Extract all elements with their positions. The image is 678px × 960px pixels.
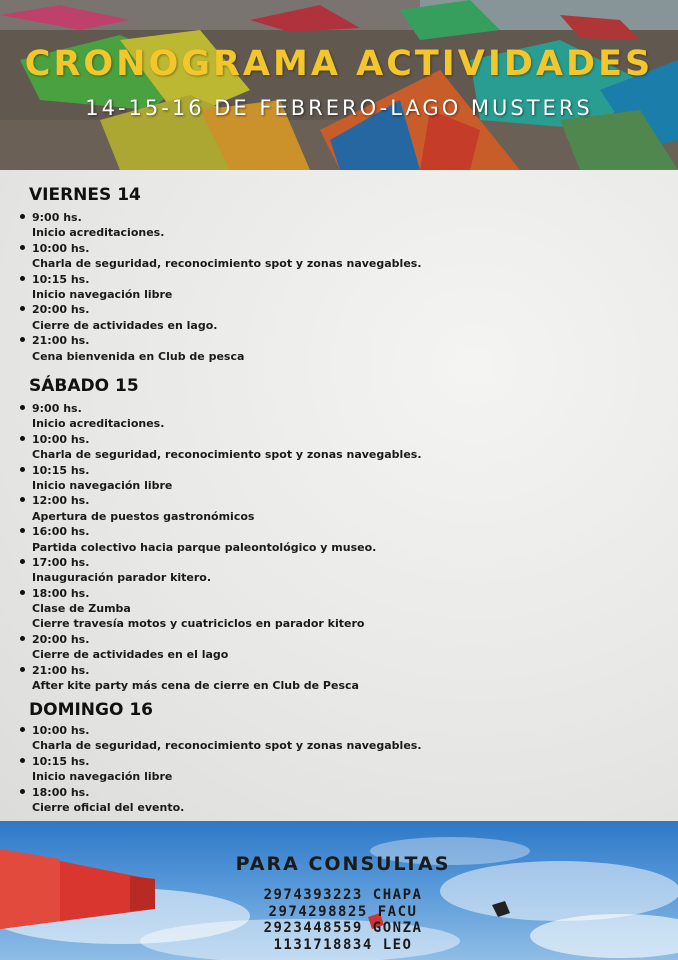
event-desc: Inauguración parador kitero. [32, 571, 212, 585]
bullet-icon [20, 727, 25, 732]
event-desc: Inicio acreditaciones. [32, 226, 165, 240]
event-desc: Inicio acreditaciones. [32, 417, 165, 431]
event-desc: Clase de Zumba [32, 602, 131, 616]
header-banner [0, 0, 678, 170]
event-desc: Inicio navegación libre [32, 287, 173, 301]
page-subtitle: 14-15-16 DE FEBRERO-LAGO MUSTERS [85, 96, 593, 120]
event-time: 10:15 hs. [32, 272, 90, 286]
contact-phone: 1131718834 LEO [273, 936, 413, 953]
event-time: 10:00 hs. [32, 724, 90, 737]
event-time: 12:00 hs. [32, 494, 90, 508]
schedule-list-viernes [0, 210, 422, 364]
event-time: 18:00 hs. [32, 586, 90, 600]
schedule-item [0, 333, 422, 364]
schedule-item [0, 302, 422, 333]
schedule-item [0, 401, 422, 432]
event-time: 10:15 hs. [32, 754, 90, 768]
event-time: 9:00 hs. [32, 402, 82, 415]
schedule-item [0, 586, 422, 632]
event-desc: Partida colectivo hacia parque paleontológico y museo. [32, 540, 377, 554]
event-desc: Apertura de puestos gastronómicos [32, 509, 255, 523]
event-time: 21:00 hs. [32, 663, 90, 677]
contact-phone: 2974298825 FACU [268, 903, 418, 920]
bullet-icon [20, 337, 25, 342]
bullet-icon [20, 559, 25, 564]
page-title: CRONOGRAMA ACTIVIDADES [24, 44, 654, 84]
bullet-icon [20, 276, 25, 281]
event-time: 16:00 hs. [32, 525, 90, 539]
event-time: 17:00 hs. [32, 555, 90, 569]
event-time: 10:00 hs. [32, 241, 90, 255]
schedule-body [0, 170, 678, 821]
event-desc: Inicio navegación libre [32, 770, 173, 784]
day-heading-viernes: VIERNES 14 [29, 185, 141, 205]
event-desc: Inicio navegación libre [32, 478, 173, 492]
event-desc: Charla de seguridad, reconocimiento spot y zonas navegables. [32, 739, 422, 753]
schedule-item [0, 272, 422, 303]
bullet-icon [20, 245, 25, 250]
bullet-icon [20, 528, 25, 533]
event-desc: Cierre travesía motos y cuatriciclos en parador kitero [32, 617, 365, 631]
event-desc: Cierre oficial del evento. [32, 800, 185, 814]
event-time: 18:00 hs. [32, 785, 90, 799]
schedule-item [0, 754, 422, 785]
event-desc: Cierre de actividades en el lago [32, 648, 229, 662]
event-desc: Cena bienvenida en Club de pesca [32, 349, 245, 363]
schedule-item [0, 723, 422, 754]
bullet-icon [20, 667, 25, 672]
bullet-icon [20, 789, 25, 794]
event-time: 9:00 hs. [32, 211, 82, 224]
contact-phone: 2923448559 GONZA [263, 920, 423, 936]
consult-title: PARA CONSULTAS [235, 853, 451, 875]
schedule-item [0, 524, 422, 555]
schedule-item [0, 632, 422, 663]
bullet-icon [20, 467, 25, 472]
schedule-list-domingo [0, 723, 422, 815]
event-desc: Charla de seguridad, reconocimiento spot y zonas navegables. [32, 448, 422, 462]
event-desc: Cierre de actividades en lago. [32, 318, 218, 332]
schedule-item [0, 493, 422, 524]
bullet-icon [20, 436, 25, 441]
schedule-item [0, 432, 422, 463]
schedule-item [0, 785, 422, 816]
bullet-icon [20, 214, 25, 219]
bullet-icon [20, 590, 25, 595]
event-time: 21:00 hs. [32, 334, 90, 348]
schedule-item [0, 663, 422, 694]
event-desc: After kite party más cena de cierre en Club de Pesca [32, 679, 359, 693]
event-desc: Charla de seguridad, reconocimiento spot y zonas navegables. [32, 257, 422, 271]
day-heading-domingo: DOMINGO 16 [29, 700, 154, 720]
event-time: 10:00 hs. [32, 432, 90, 446]
bullet-icon [20, 758, 25, 763]
bullet-icon [20, 405, 25, 410]
schedule-list-sabado [0, 401, 422, 693]
event-time: 20:00 hs. [32, 632, 90, 646]
bullet-icon [20, 306, 25, 311]
event-time: 20:00 hs. [32, 303, 90, 317]
footer-contact-banner [0, 821, 678, 960]
event-time: 10:15 hs. [32, 463, 90, 477]
bullet-icon [20, 497, 25, 502]
schedule-item [0, 210, 422, 241]
schedule-item [0, 555, 422, 586]
contact-list [0, 887, 678, 953]
bullet-icon [20, 636, 25, 641]
contact-phone: 2974393223 CHAPA [263, 887, 423, 903]
day-heading-sabado: SÁBADO 15 [29, 376, 139, 396]
schedule-item [0, 463, 422, 494]
kites-beach-photo [0, 0, 678, 170]
schedule-item [0, 241, 422, 272]
